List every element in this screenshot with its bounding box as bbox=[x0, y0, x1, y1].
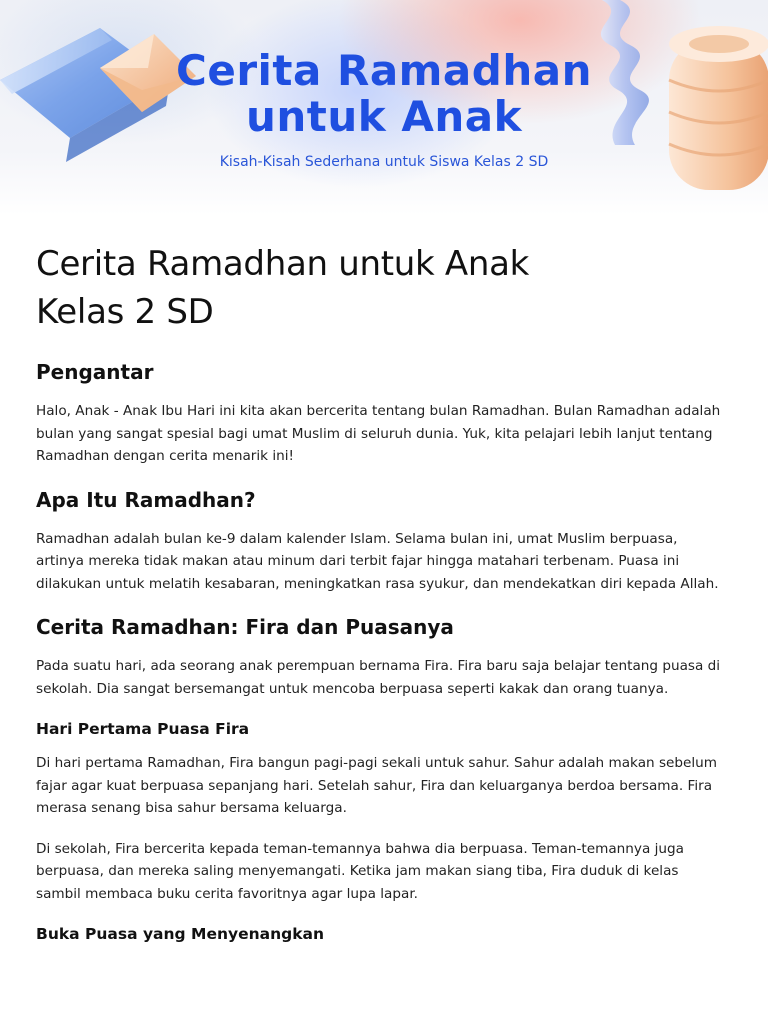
banner-title-line-2: untuk Anak bbox=[245, 92, 522, 141]
section-heading-apa-itu-ramadhan: Apa Itu Ramadhan? bbox=[36, 487, 256, 512]
section-heading-pengantar: Pengantar bbox=[36, 360, 154, 384]
article-title-line-1: Cerita Ramadhan untuk Anak bbox=[36, 244, 530, 284]
article-body bbox=[36, 240, 726, 957]
subsection-heading-buka-puasa: Buka Puasa yang Menyenangkan bbox=[36, 925, 325, 943]
article-title bbox=[36, 240, 726, 336]
section-heading-cerita-fira: Cerita Ramadhan: Fira dan Puasanya bbox=[36, 615, 454, 639]
banner-subtitle: Kisah-Kisah Sederhana untuk Siswa Kelas 2 SD bbox=[219, 154, 549, 170]
paragraph-pengantar: Halo, Anak - Anak Ibu Hari ini kita akan bercerita tentang bulan Ramadhan. Bulan Ramadhan adalah bulan yang sangat spesial bagi umat Muslim di seluruh dunia. Yuk, kita pelajari lebih lanjut tentang Ramadhan dengan cerita menarik ini! bbox=[36, 403, 721, 464]
banner-title-line-1: Cerita Ramadhan bbox=[176, 46, 592, 95]
article-title-line-2: Kelas 2 SD bbox=[36, 292, 214, 332]
banner-title bbox=[0, 48, 768, 140]
subsection-heading-hari-pertama: Hari Pertama Puasa Fira bbox=[36, 720, 250, 738]
paragraph-hari-pertama-2: Di sekolah, Fira bercerita kepada teman-temannya bahwa dia berpuasa. Teman-temannya juga berpuasa, dan mereka saling menyemangati. Ketika jam makan siang tiba, Fira duduk di kelas sambil membaca buku cerita favoritnya agar lupa lapar. bbox=[36, 840, 684, 902]
paragraph-cerita-fira: Pada suatu hari, ada seorang anak perempuan bernama Fira. Fira baru saja belajar tentang puasa di sekolah. Dia sangat bersemangat untuk mencoba berpuasa seperti kakak dan orang tuanya. bbox=[36, 658, 721, 697]
header-banner bbox=[0, 0, 768, 215]
paragraph-apa-itu-ramadhan: Ramadhan adalah bulan ke-9 dalam kalender Islam. Selama bulan ini, umat Muslim berpuasa, artinya mereka tidak makan atau minum dari terbit fajar hingga matahari terbenam. Puasa ini dilakukan untuk melatih kesabaran, meningkatkan rasa syukur, dan mendekatkan diri kepada Allah. bbox=[36, 530, 719, 592]
paragraph-hari-pertama-1: Di hari pertama Ramadhan, Fira bangun pagi-pagi sekali untuk sahur. Sahur adalah makan sebelum fajar agar kuat berpuasa sepanjang hari. Setelah sahur, Fira dan keluarganya berdoa bersama. Fira merasa senang bisa sahur bersama keluarga. bbox=[36, 755, 718, 816]
